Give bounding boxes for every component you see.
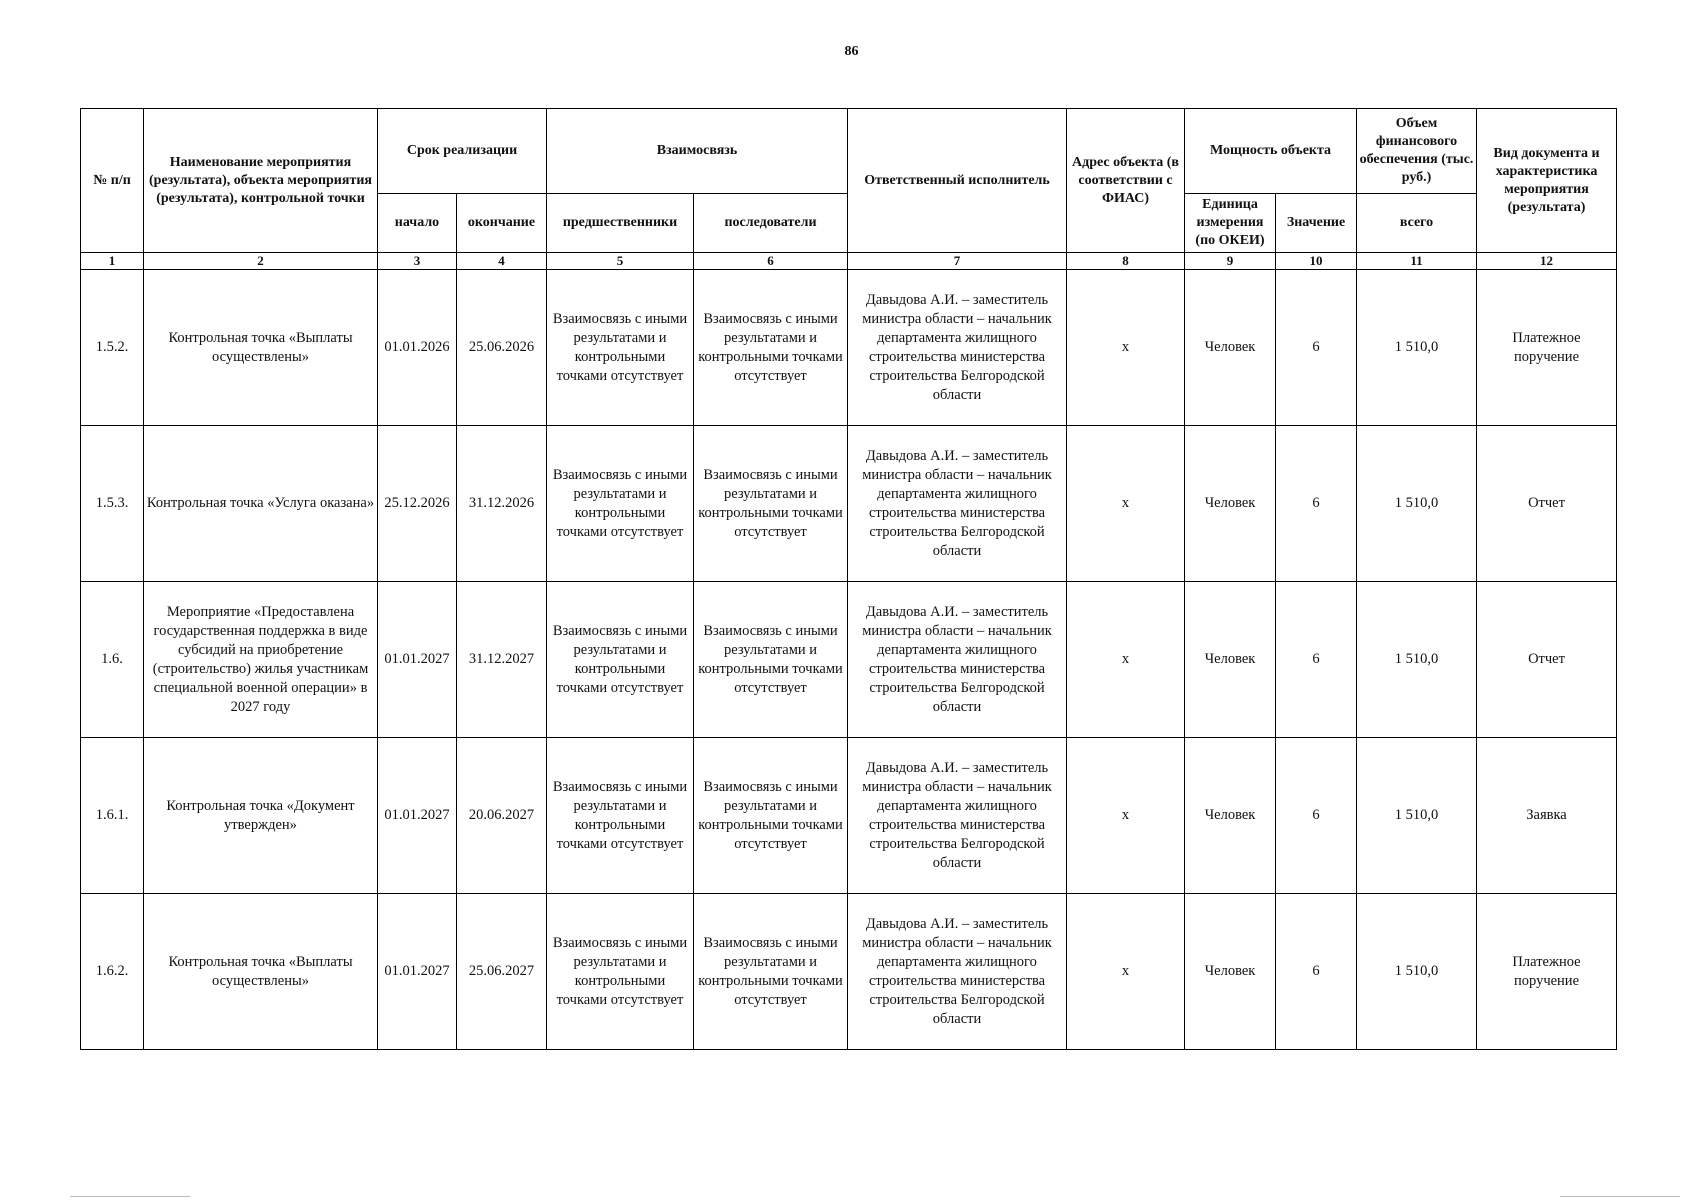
row-name: Контрольная точка «Услуга оказана» <box>144 426 378 582</box>
row-total: 1 510,0 <box>1357 426 1477 582</box>
row-start-date: 01.01.2027 <box>378 738 457 894</box>
row-document: Отчет <box>1477 426 1617 582</box>
row-value: 6 <box>1276 894 1357 1050</box>
header-relation: Взаимосвязь <box>547 109 848 194</box>
column-number: 2 <box>144 253 378 270</box>
row-successors: Взаимосвязь с иными результатами и контрольными точками отсутствует <box>694 270 848 426</box>
row-total: 1 510,0 <box>1357 894 1477 1050</box>
row-value: 6 <box>1276 582 1357 738</box>
row-start-date: 25.12.2026 <box>378 426 457 582</box>
header-value: Значение <box>1276 194 1357 253</box>
row-responsible: Давыдова А.И. – заместитель министра области – начальник департамента жилищного строительства министерства строительства Белгородской области <box>848 270 1067 426</box>
column-number: 11 <box>1357 253 1477 270</box>
row-unit: Человек <box>1185 738 1276 894</box>
header-predecessors: предшественники <box>547 194 694 253</box>
row-total: 1 510,0 <box>1357 270 1477 426</box>
table-row <box>81 582 1617 738</box>
header-unit: Единица измерения (по ОКЕИ) <box>1185 194 1276 253</box>
column-number: 10 <box>1276 253 1357 270</box>
row-unit: Человек <box>1185 270 1276 426</box>
row-name: Контрольная точка «Документ утвержден» <box>144 738 378 894</box>
row-total: 1 510,0 <box>1357 738 1477 894</box>
row-end-date: 20.06.2027 <box>457 738 547 894</box>
row-document: Отчет <box>1477 582 1617 738</box>
row-responsible: Давыдова А.И. – заместитель министра области – начальник департамента жилищного строительства министерства строительства Белгородской области <box>848 426 1067 582</box>
column-number: 5 <box>547 253 694 270</box>
row-name: Контрольная точка «Выплаты осуществлены» <box>144 894 378 1050</box>
table-header <box>81 109 1617 270</box>
row-address: x <box>1067 894 1185 1050</box>
row-address: x <box>1067 738 1185 894</box>
header-end: окончание <box>457 194 547 253</box>
header-start: начало <box>378 194 457 253</box>
row-start-date: 01.01.2027 <box>378 894 457 1050</box>
row-unit: Человек <box>1185 426 1276 582</box>
table-row <box>81 738 1617 894</box>
row-successors: Взаимосвязь с иными результатами и контрольными точками отсутствует <box>694 738 848 894</box>
row-predecessors: Взаимосвязь с иными результатами и контрольными точками отсутствует <box>547 426 694 582</box>
header-address: Адрес объекта (в соответствии с ФИАС) <box>1067 109 1185 253</box>
row-document: Заявка <box>1477 738 1617 894</box>
scan-edge-line <box>70 1196 190 1197</box>
row-predecessors: Взаимосвязь с иными результатами и контрольными точками отсутствует <box>547 894 694 1050</box>
header-capacity: Мощность объекта <box>1185 109 1357 194</box>
column-number: 1 <box>81 253 144 270</box>
row-end-date: 25.06.2027 <box>457 894 547 1050</box>
header-total: всего <box>1357 194 1477 253</box>
row-code: 1.6.2. <box>81 894 144 1050</box>
row-end-date: 25.06.2026 <box>457 270 547 426</box>
row-end-date: 31.12.2027 <box>457 582 547 738</box>
scan-edge-line <box>1560 1196 1680 1197</box>
row-code: 1.6. <box>81 582 144 738</box>
header-document: Вид документа и характеристика мероприятия (результата) <box>1477 109 1617 253</box>
row-name: Мероприятие «Предоставлена государственная поддержка в виде субсидий на приобретение (строительство) жилья участникам специальной военной операции» в 2027 году <box>144 582 378 738</box>
column-number: 7 <box>848 253 1067 270</box>
row-address: x <box>1067 582 1185 738</box>
row-value: 6 <box>1276 270 1357 426</box>
row-responsible: Давыдова А.И. – заместитель министра области – начальник департамента жилищного строительства министерства строительства Белгородской области <box>848 894 1067 1050</box>
column-number: 3 <box>378 253 457 270</box>
row-address: x <box>1067 270 1185 426</box>
row-responsible: Давыдова А.И. – заместитель министра области – начальник департамента жилищного строительства министерства строительства Белгородской области <box>848 582 1067 738</box>
header-responsible: Ответственный исполнитель <box>848 109 1067 253</box>
row-unit: Человек <box>1185 582 1276 738</box>
column-number: 12 <box>1477 253 1617 270</box>
row-successors: Взаимосвязь с иными результатами и контрольными точками отсутствует <box>694 582 848 738</box>
row-successors: Взаимосвязь с иными результатами и контрольными точками отсутствует <box>694 426 848 582</box>
row-address: x <box>1067 426 1185 582</box>
row-start-date: 01.01.2026 <box>378 270 457 426</box>
table-row <box>81 894 1617 1050</box>
row-value: 6 <box>1276 426 1357 582</box>
row-responsible: Давыдова А.И. – заместитель министра области – начальник департамента жилищного строительства министерства строительства Белгородской области <box>848 738 1067 894</box>
column-number: 4 <box>457 253 547 270</box>
row-end-date: 31.12.2026 <box>457 426 547 582</box>
row-code: 1.5.3. <box>81 426 144 582</box>
header-period: Срок реализации <box>378 109 547 194</box>
row-value: 6 <box>1276 738 1357 894</box>
table-row <box>81 270 1617 426</box>
row-predecessors: Взаимосвязь с иными результатами и контрольными точками отсутствует <box>547 270 694 426</box>
header-successors: последователи <box>694 194 848 253</box>
row-document: Платежное поручение <box>1477 270 1617 426</box>
row-name: Контрольная точка «Выплаты осуществлены» <box>144 270 378 426</box>
plan-table <box>80 108 1617 1050</box>
row-document: Платежное поручение <box>1477 894 1617 1050</box>
column-number: 8 <box>1067 253 1185 270</box>
page-number: 86 <box>844 44 859 59</box>
row-successors: Взаимосвязь с иными результатами и контрольными точками отсутствует <box>694 894 848 1050</box>
table-body <box>81 270 1617 1050</box>
column-number: 9 <box>1185 253 1276 270</box>
column-number-row <box>81 253 1617 270</box>
table-row <box>81 426 1617 582</box>
row-predecessors: Взаимосвязь с иными результатами и контрольными точками отсутствует <box>547 582 694 738</box>
header-num: № п/п <box>81 109 144 253</box>
row-total: 1 510,0 <box>1357 582 1477 738</box>
header-finance: Объем финансового обеспечения (тыс. руб.) <box>1357 109 1477 194</box>
column-number: 6 <box>694 253 848 270</box>
row-start-date: 01.01.2027 <box>378 582 457 738</box>
row-code: 1.5.2. <box>81 270 144 426</box>
header-name: Наименование мероприятия (результата), объекта мероприятия (результата), контрольной точки <box>144 109 378 253</box>
row-code: 1.6.1. <box>81 738 144 894</box>
row-predecessors: Взаимосвязь с иными результатами и контрольными точками отсутствует <box>547 738 694 894</box>
row-unit: Человек <box>1185 894 1276 1050</box>
